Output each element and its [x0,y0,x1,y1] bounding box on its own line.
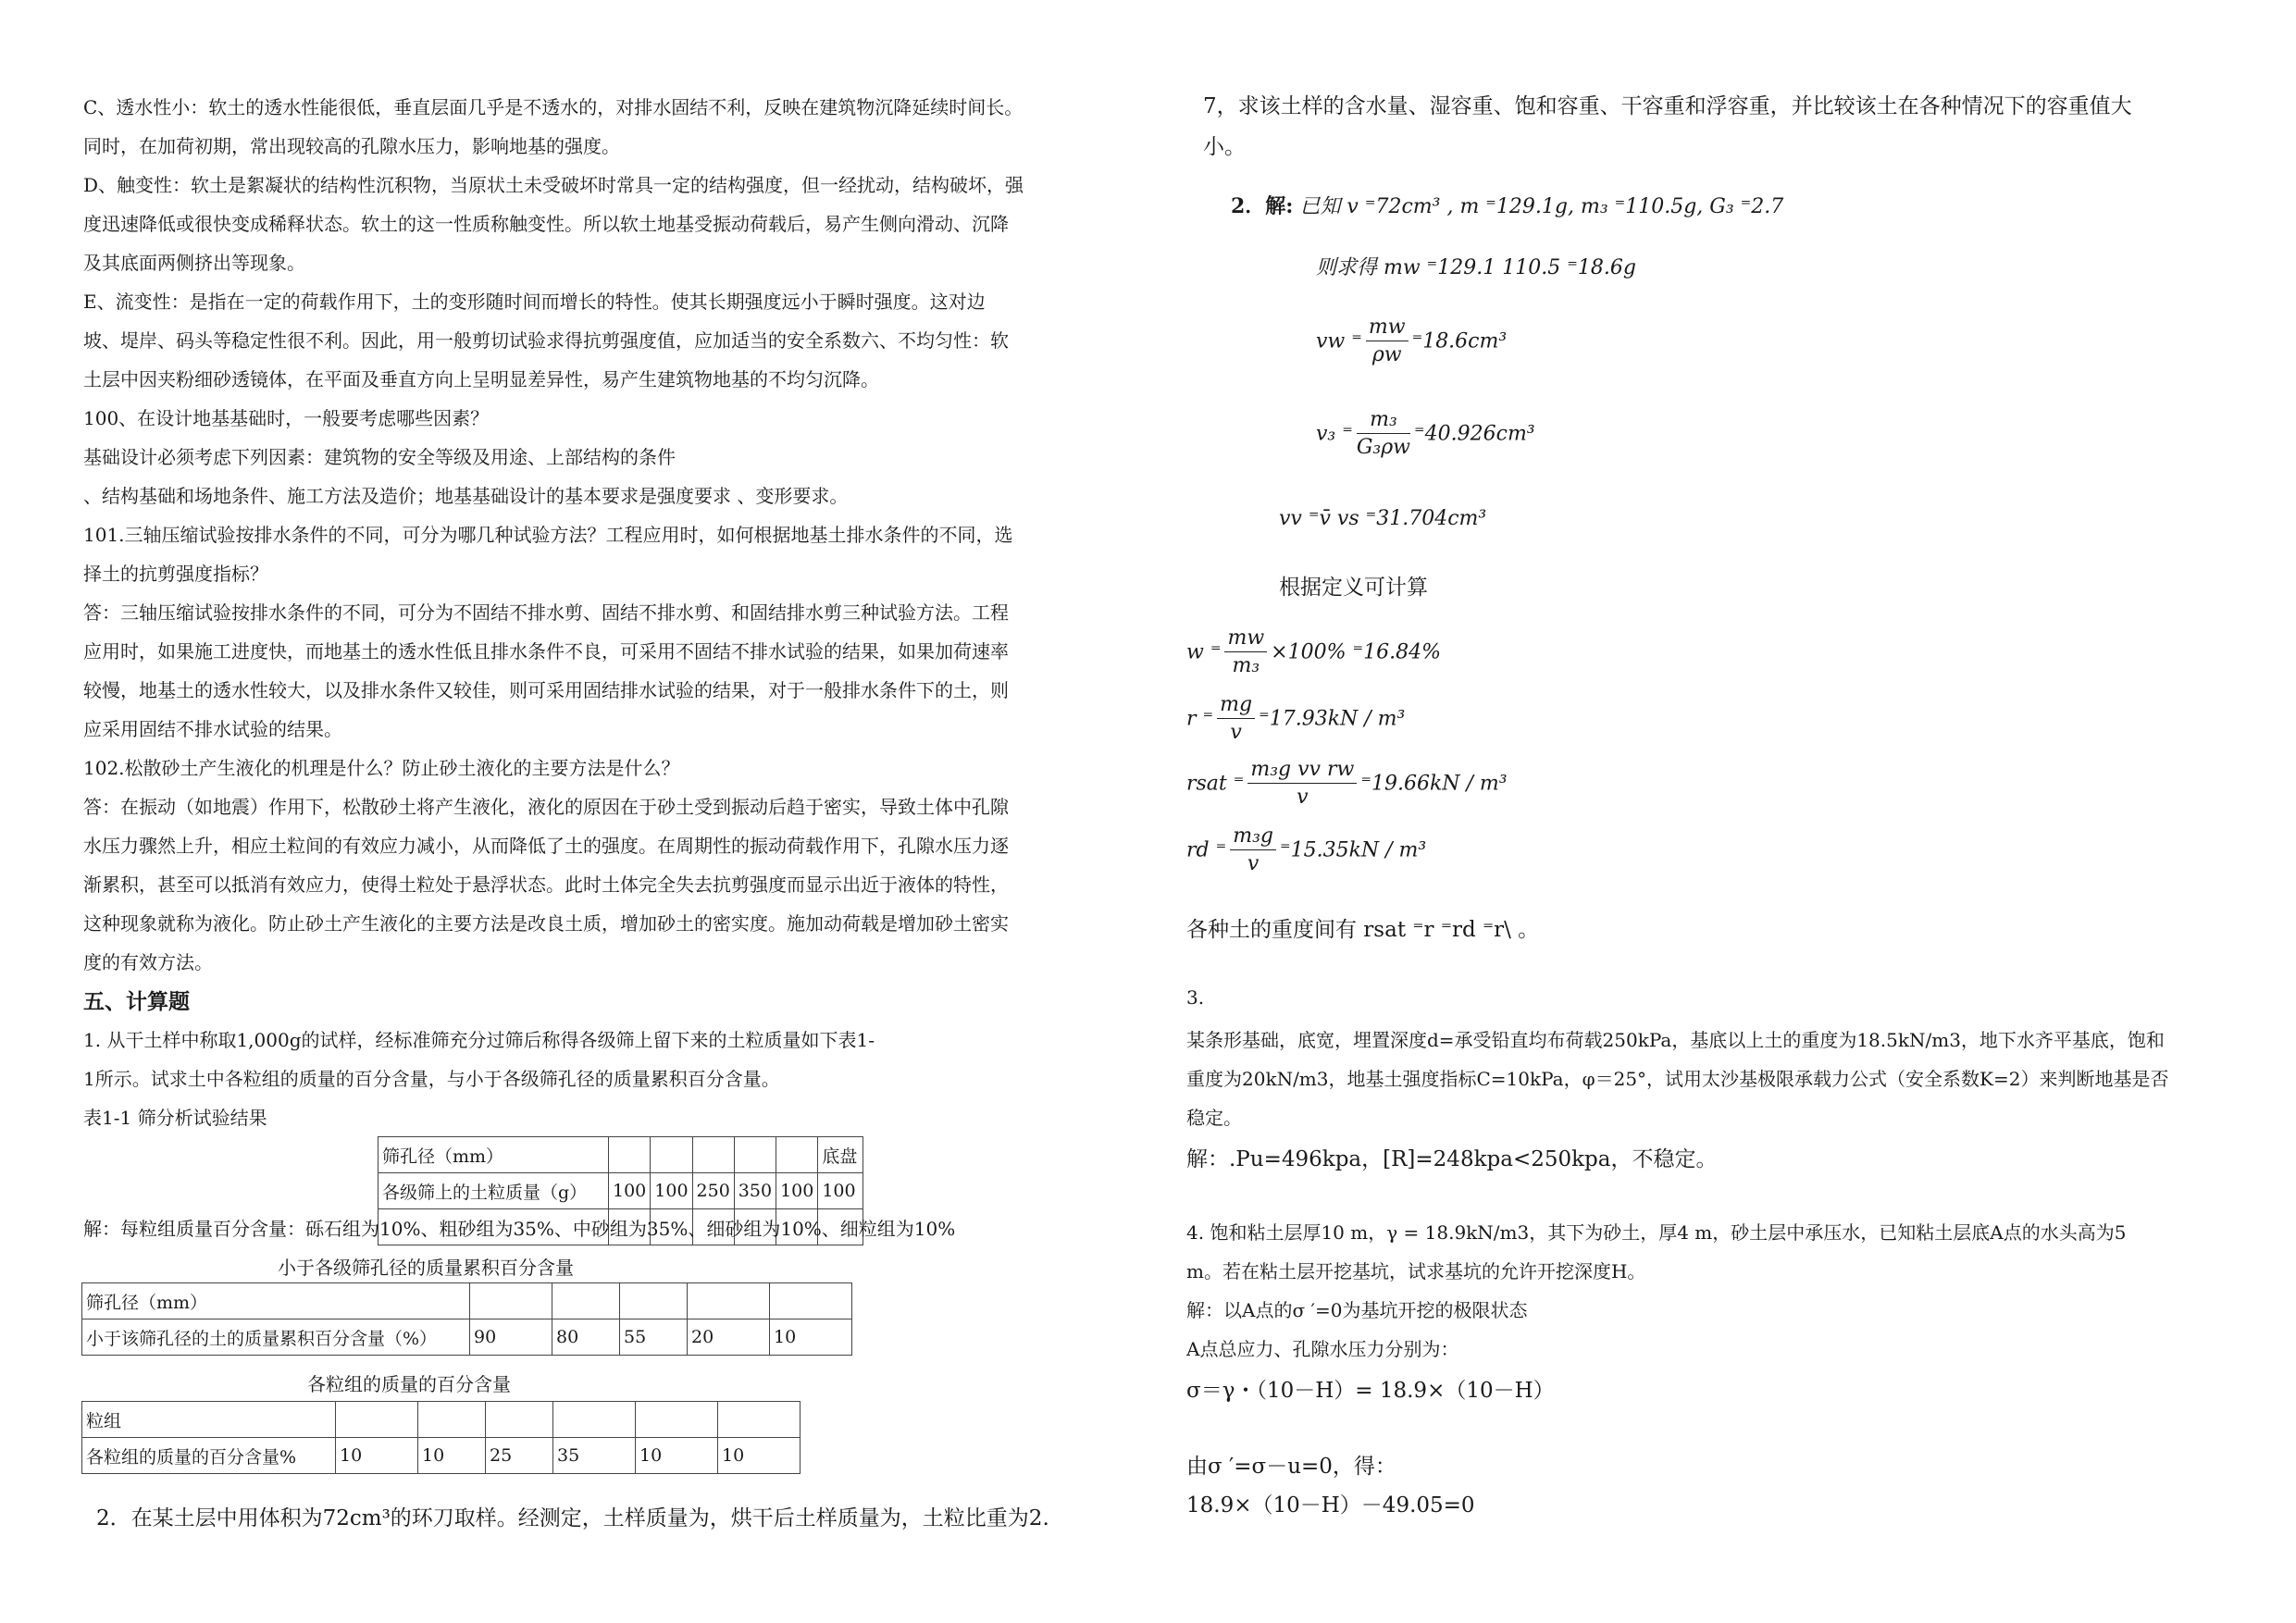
denominator: m₃ [1232,654,1260,677]
table-caption: 小于各级筛孔径的质量累积百分含量 [278,1257,574,1279]
text-line: 同时，在加荷初期，常出现较高的孔隙水压力，影响地基的强度。 [83,135,620,157]
formula-rd: rd ⁼ $\frac{\text{m₃g}}{v}$ ⁼15.35kN / m³ [1186,824,1426,878]
table-cell [486,1402,553,1438]
formula-text: 已知 v ⁼72cm³ , m ⁼129.1g, m₃ ⁼110.5g, G₃ ⁼2.7 [1299,195,1784,218]
text-line: 较慢，地基土的透水性较大，以及排水条件又较佳，则可采用固结排水试验的结果，对于一般排水条件下的土，则 [83,679,1009,701]
question-100: 100、在设计地基基础时，一般要考虑哪些因素？ [83,407,490,429]
fraction [1230,824,1276,878]
table-cell: 250 [692,1173,734,1209]
table-cell: 10 [636,1438,718,1474]
question-4: 4. 饱和粘土层厚10 m，γ = 18.9kN/m3，其下为砂土，厚4 m，砂土层中承压水，已知粘土层底A点的水头高为5 [1186,1221,2127,1244]
solution-known [1231,191,1783,219]
solution-line: 解：每粒组质量百分含量：砾石组为10%、粗砂组为35%、中砂组为35%、细砂组为10%、细粒组为10% [83,1218,956,1240]
fraction [1224,626,1267,680]
text-line: 解：以A点的σ ′=0为基坑开挖的极限状态 [1186,1299,1528,1321]
compare-line: 各种土的重度间有 rsat ⁼r ⁼rd ⁼r\ 。 [1186,918,1540,942]
table-cell [418,1402,486,1438]
question-2: 2．在某土层中用体积为72cm³的环刀取样。经测定，土样质量为，烘干后土样质量为，土粒比重为2. [96,1506,1049,1530]
formula-vw: vw ⁼ $\frac{mw}{\rho w}$ ⁼18.6cm³ [1316,315,1507,369]
text-line: 小。 [1203,135,1246,159]
denominator: v [1230,721,1242,744]
formula-lhs: v₃ [1316,422,1336,446]
table-cell [692,1137,734,1173]
question-101: 101.三轴压缩试验按排水条件的不同，可分为哪几种试验方法？工程应用时，如何根据地基土排水条件的不同，选 [83,524,1013,546]
table-cell [718,1402,800,1438]
table-row [82,1402,800,1438]
formula-line: σ＝γ・（10－H）= 18.9×（10－H） [1186,1379,1555,1403]
table-cell: 10 [336,1438,418,1474]
numerator: m₃ [1357,407,1410,434]
table-cell: 各级筛上的土粒质量（g） [379,1173,609,1209]
fraction [1357,407,1410,462]
table-cell [734,1137,776,1173]
table-cell [770,1283,852,1319]
text-line: 及其底面两侧挤出等现象。 [83,252,305,274]
formula-lhs: rsat [1186,772,1227,796]
formula-lhs: r [1186,707,1197,731]
formula-rhs: ⁼19.66kN / m³ [1360,772,1508,796]
formula-mw: 则求得 mw ⁼129.1 110.5 ⁼18.6g [1316,256,1636,279]
table-cell: 小于该筛孔径的土的质量累积百分含量（%） [82,1319,470,1356]
numerator: m₃g [1230,824,1276,850]
table-cell: 筛孔径（mm） [82,1283,470,1319]
formula-lhs: w [1186,640,1204,664]
text-line: 应用时，如果施工进度快，而地基土的透水性低且排水条件不良，可采用不固结不排水试验的结果，如果加荷速率 [83,640,1009,663]
table-row [379,1173,863,1209]
text-line: 渐累积，甚至可以抵消有效应力，使得土粒处于悬浮状态。此时土体完全失去抗剪强度而显示出近于液体的特性， [83,873,1009,896]
table-cell: 各粒组的质量的百分含量% [82,1438,336,1474]
formula-rhs: ×100% ⁼16.84% [1271,640,1441,664]
formula-rhs: ⁼18.6cm³ [1411,329,1508,353]
formula-lhs: rd [1186,838,1210,862]
numerator: m₃g vv rw [1247,757,1357,784]
text-line: 这种现象就称为液化。防止砂土产生液化的主要方法是改良土质，增加砂土的密实度。施加动荷载是增加砂土密实 [83,912,1009,935]
denominator: G₃ρw [1356,436,1411,459]
table-cell [651,1137,692,1173]
text-line: 答：三轴压缩试验按排水条件的不同，可分为不固结不排水剪、固结不排水剪、和固结排水剪三种试验方法。工程 [83,601,1009,624]
fraction-table [81,1401,800,1474]
table-cell: 90 [470,1319,552,1356]
table-cell: 10 [770,1319,852,1356]
table-caption: 各粒组的质量的百分含量 [307,1373,511,1395]
table-cell: 350 [734,1173,776,1209]
table-row [82,1438,800,1474]
table-cell: 10 [718,1438,800,1474]
text-line: C、透水性小：软土的透水性能很低，垂直层面几乎是不透水的，对排水固结不利，反映在建筑物沉降延续时间长。 [83,96,1024,118]
text-line: 根据定义可计算 [1279,576,1428,600]
text-line: 1所示。试求土中各粒组的质量的百分含量，与小于各级筛孔径的质量累积百分含量。 [83,1068,780,1090]
text-line: 稳定。 [1186,1107,1242,1129]
numerator: mw [1366,315,1409,341]
text-line: 择土的抗剪强度指标？ [83,563,268,585]
formula-vv: vv ⁼v̄ vs ⁼31.704cm³ [1279,507,1487,530]
question-3: 某条形基础，底宽，埋置深度d=承受铅直均布荷载250kPa，基底以上土的重度为18.5kN/m3，地下水齐平基底，饱和 [1186,1029,2165,1051]
table-cell: 100 [651,1173,692,1209]
text-line: 基础设计必须考虑下列因素：建筑物的安全等级及用途、上部结构的条件 [83,446,676,468]
numerator: mw [1224,626,1267,652]
text-line: D、触变性：软土是絮凝状的结构性沉积物，当原状土未受破坏时常具一定的结构强度，但一经扰动，结构破坏，强 [83,174,1024,196]
formula-rsat: rsat ⁼ $\frac{\text{m₃g vv rw}}{v}$ ⁼19.66kN / m³ [1186,757,1508,812]
text-line: E、流变性：是指在一定的荷载作用下，土的变形随时间而增长的特性。使其长期强度远小于瞬时强度。这对边 [83,291,986,313]
table-cell [336,1402,418,1438]
table-cell: 100 [776,1173,818,1209]
table-cell [776,1137,818,1173]
answer-3: 解：.Pu=496kpa，[R]=248kpa<250kpa，不稳定。 [1186,1147,1718,1171]
denominator: ρw [1371,343,1402,366]
text-line: 度的有效方法。 [83,951,213,973]
table-cell: 25 [486,1438,553,1474]
question-102: 102.松散砂土产生液化的机理是什么？防止砂土液化的主要方法是什么？ [83,757,680,779]
numerator: mg [1217,692,1255,719]
table-cell [470,1283,552,1319]
table-cell: 粒组 [82,1402,336,1438]
table-cell: 10 [418,1438,486,1474]
text-line: 由σ ′=σ－u=0，得： [1186,1455,1396,1479]
fraction [1247,757,1357,812]
denominator: v [1247,852,1260,875]
table-cell: 35 [553,1438,636,1474]
text-line: 水压力骤然上升，相应土粒间的有效应力减小，从而降低了土的强度。在周期性的振动荷载作用下，孔隙水压力逐 [83,835,1009,857]
question-1: 1. 从干土样中称取1,000g的试样，经标准筛充分过筛后称得各级筛上留下来的土粒质量如下表1- [83,1029,875,1051]
denominator: v [1297,786,1309,809]
table-cell [688,1283,770,1319]
table-row [82,1319,852,1356]
formula-r: r ⁼ $\frac{mg}{v}$ ⁼17.93kN / m³ [1186,692,1405,747]
table-cell [636,1402,718,1438]
formula-rhs: ⁼17.93kN / m³ [1259,707,1406,731]
table-cell: 100 [818,1173,863,1209]
formula-rhs: ⁼40.926cm³ [1414,422,1535,446]
table-row [379,1137,863,1173]
question-3-number: 3. [1186,986,1205,1009]
text-line: A点总应力、孔隙水压力分别为： [1186,1338,1459,1360]
text-line: 重度为20kN/m3，地基土强度指标C=10kPa，φ＝25°，试用太沙基极限承载力公式（安全系数K=2）来判断地基是否 [1186,1068,2169,1090]
table-cell [609,1137,651,1173]
formula-lhs: vw [1316,329,1346,353]
table-cell: 55 [620,1319,688,1356]
table-cell: 80 [552,1319,620,1356]
table-cell [620,1283,688,1319]
fraction [1366,315,1409,369]
table-cell [553,1402,636,1438]
table-row [82,1283,852,1319]
text-line: 坡、堤岸、码头等稳定性很不利。因此，用一般剪切试验求得抗剪强度值，应加适当的安全系数六、不均匀性：软 [83,329,1009,352]
text-line: m。若在粘土层开挖基坑，试求基坑的允许开挖深度H。 [1186,1260,1646,1282]
table-caption: 表1-1 筛分析试验结果 [83,1107,267,1129]
formula-rhs: ⁼15.35kN / m³ [1279,838,1427,862]
solution-label: 2．解: [1231,194,1294,218]
table-cell: 20 [688,1319,770,1356]
text-line: 答：在振动（如地震）作用下，松散砂土将产生液化，液化的原因在于砂土受到振动后趋于密实，导致土体中孔隙 [83,796,1009,818]
formula-line: 18.9×（10－H）－49.05=0 [1186,1493,1475,1518]
table-cell: 底盘 [818,1137,863,1173]
cumulative-table [81,1282,852,1356]
fraction [1217,692,1255,747]
text-line: 度迅速降低或很快变成稀释状态。软土的这一性质称触变性。所以软土地基受振动荷载后，易产生侧向滑动、沉降 [83,213,1009,235]
text-line: 、结构基础和场地条件、施工方法及造价；地基基础设计的基本要求是强度要求 、变形要求。 [83,485,849,507]
table-cell: 100 [609,1173,651,1209]
table-cell [552,1283,620,1319]
section-title: 五、计算题 [83,989,190,1014]
text-line: 土层中因夹粉细砂透镜体，在平面及垂直方向上呈明显差异性，易产生建筑物地基的不均匀沉降。 [83,368,879,390]
formula-w: w ⁼ $\frac{mw}{\text{m₃}}$ ×100% ⁼16.84% [1186,626,1441,680]
formula-vs: v₃ ⁼ $\frac{\text{m₃}}{\text{G₃ρw}}$ ⁼40.926cm³ [1316,407,1535,462]
table-cell: 筛孔径（mm） [379,1137,609,1173]
question-7: 7，求该土样的含水量、湿容重、饱和容重、干容重和浮容重，并比较该土在各种情况下的容重值大 [1203,94,2132,118]
text-line: 应采用固结不排水试验的结果。 [83,718,342,740]
